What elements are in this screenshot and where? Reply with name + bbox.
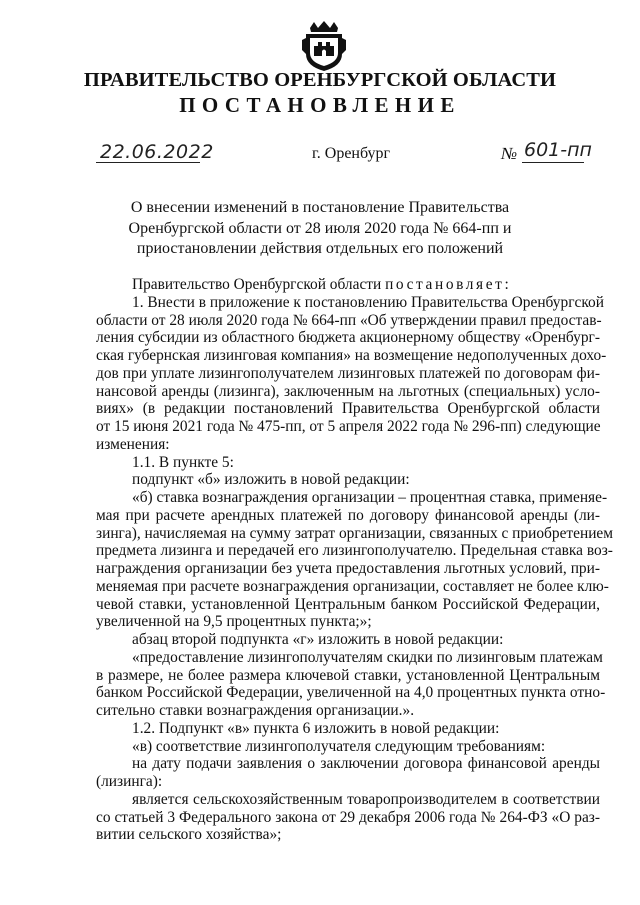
body-line: меняемая при расчете вознаграждения организации, составляет не более клю-	[96, 577, 609, 595]
body-line: ления субсидии из областного бюджета акционерному обществу «Оренбург-	[96, 329, 600, 347]
document-city: г. Оренбург	[312, 145, 391, 162]
preamble-lead: Правительство Оренбургской области	[132, 276, 386, 293]
body-line: «предоставление лизингополучателям скидки по лизинговым платежам	[132, 648, 603, 666]
body-line: нансовой аренды (лизинга), заключенным на льготных (специальных) усло-	[96, 382, 600, 400]
body-line: «в) соответствие лизингополучателя следующим требованиям:	[132, 737, 546, 755]
body-line: подпункт «б» изложить в новой редакции:	[132, 471, 410, 489]
body-line: дов при уплате лизингополучателем лизинговых платежей по договорам фи-	[96, 364, 600, 382]
body-line: виях» (в редакции постановлений Правительства Оренбургской области	[96, 400, 600, 418]
organization-title: ПРАВИТЕЛЬСТВО ОРЕНБУРГСКОЙ ОБЛАСТИ	[83, 69, 557, 91]
body-line: мая при расчете арендных платежей по договору финансовой аренды (ли-	[96, 506, 600, 524]
preamble-verb: постановляет:	[385, 276, 512, 293]
date-underline	[96, 162, 200, 163]
preamble	[96, 276, 600, 294]
document-body	[96, 276, 614, 844]
body-line: на дату подачи заявления о заключении договора финансовой аренды	[132, 755, 600, 773]
body-line: ская губернская лизинговая компания» на возмещение недополученных дохо-	[96, 347, 607, 364]
body-line: 1. Внести в приложение к постановлению Правительства Оренбургской	[132, 293, 604, 311]
body-line: предмета лизинга и передачей его лизингополучателю. Предельная ставка воз-	[96, 542, 613, 560]
body-line: 1.2. Подпункт «в» пункта 6 изложить в новой редакции:	[132, 719, 500, 737]
subject-line: О внесении изменений в постановление Правительства	[130, 199, 510, 216]
body-line: зинга), начисляемая на сумму затрат организации, связанных с приобретением	[96, 524, 614, 542]
body-line: сительно ставки вознаграждения организации.».	[96, 702, 415, 719]
body-line: «б) ставка вознаграждения организации – процентная ставка, применяе-	[132, 489, 608, 506]
document-date: 22.06.2022	[100, 141, 214, 163]
subject-line: Оренбургской области от 28 июля 2020 года № 664-пп и	[128, 219, 512, 237]
body-line: 1.1. В пункте 5:	[132, 453, 234, 471]
document-subject	[70, 198, 570, 260]
number-label: №	[501, 144, 518, 163]
body-line: изменения:	[96, 435, 170, 453]
body-line: награждения организации без учета предоставления льготных условий, при-	[96, 560, 600, 577]
document-type-heading: ПОСТАНОВЛЕНИЕ	[179, 93, 461, 117]
body-line: от 15 июня 2021 года № 475-пп, от 5 апреля 2022 года № 296-пп) следующие	[96, 418, 601, 435]
number-underline	[522, 162, 584, 163]
orenburg-coat-of-arms-icon	[300, 20, 348, 72]
body-line: в размере, не более размера ключевой ставки, установленной Центральным	[96, 666, 600, 684]
body-line: является сельскохозяйственным товаропроизводителем в соответствии	[132, 790, 600, 808]
body-line: банком Российской Федерации, увеличенной на 4,0 процентных пункта отно-	[96, 684, 606, 702]
body-line: со статьей 3 Федерального закона от 29 декабря 2006 года № 264-ФЗ «О раз-	[96, 808, 600, 826]
body-line: абзац второй подпункта «г» изложить в новой редакции:	[132, 631, 504, 648]
document-number: 601-пп	[524, 139, 592, 161]
body-line: чевой ставки, установленной Центральным банком Российской Федерации,	[96, 595, 600, 613]
body-line: увеличенной на 9,5 процентных пункта;»;	[96, 613, 372, 631]
subject-line: приостановлении действия отдельных его положений	[136, 240, 504, 257]
body-line: витии сельского хозяйства»;	[96, 826, 282, 844]
body-line: (лизинга):	[96, 773, 163, 790]
body-line: области от 28 июля 2020 года № 664-пп «Об утверждении правил предостав-	[96, 311, 602, 329]
